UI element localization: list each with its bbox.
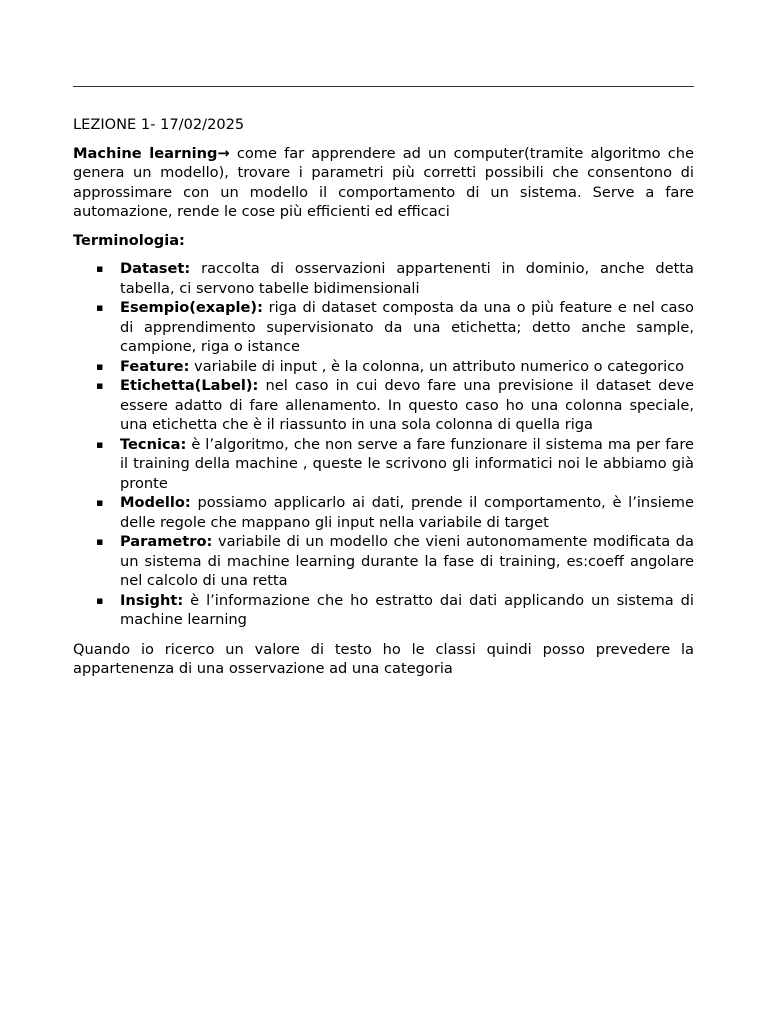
term-description: riga di dataset composta da una o più feature e nel caso di apprendimento supervisionato da una etichetta; detto anche sample, campione, riga o istance bbox=[120, 299, 694, 355]
term-description: variabile di input , è la colonna, un attributo numerico o categorico bbox=[189, 357, 685, 375]
arrow-icon: → bbox=[217, 144, 230, 162]
term-label: Dataset: bbox=[120, 260, 191, 277]
bullet-icon: ▪ bbox=[96, 535, 104, 548]
intro-paragraph bbox=[73, 144, 694, 222]
terminology-list bbox=[73, 259, 694, 630]
bullet-icon: ▪ bbox=[96, 301, 104, 314]
list-item bbox=[73, 532, 694, 591]
document-body bbox=[73, 115, 694, 679]
lesson-title: LEZIONE 1- 17/02/2025 bbox=[73, 116, 245, 133]
term-description: raccolta di osservazioni appartenenti in dominio, anche detta tabella, ci servono tabelle bidimensionali bbox=[120, 260, 694, 297]
term-description: possiamo applicarlo ai dati, prende il comportamento, è l’insieme delle regole che mappano gli input nella variabile di target bbox=[120, 494, 694, 531]
bullet-icon: ▪ bbox=[96, 437, 104, 451]
term-label: Insight: bbox=[120, 591, 184, 609]
list-item bbox=[73, 493, 694, 532]
header-rule bbox=[73, 86, 694, 87]
list-item bbox=[73, 259, 694, 298]
list-item bbox=[73, 298, 694, 357]
list-item bbox=[73, 357, 694, 377]
term-description: è l’algoritmo, che non serve a fare funzionare il sistema ma per fare il training della machine , queste le scrivono gli informatici noi le abbiamo già pronte bbox=[120, 435, 694, 492]
list-item bbox=[73, 376, 694, 435]
term-label: Etichetta(Label): bbox=[120, 377, 259, 394]
conclusion-paragraph: Quando io ricerco un valore di testo ho le classi quindi posso prevedere la appartenenza di una osservazione ad una categoria bbox=[73, 640, 694, 677]
term-description: variabile di un modello che vieni autonomamente modificata da un sistema di machine learning durante la fase di training, es:coeff angolare nel calcolo di una retta bbox=[120, 533, 694, 589]
intro-text: come far apprendere ad un computer(tramite algoritmo che genera un modello), trovare i parametri più corretti possibili che consentono di approssimare con un modello il comportamento di un sistema. Serve a fare automazione, rende le cose più efficienti ed efficaci bbox=[73, 144, 694, 220]
term-label: Feature: bbox=[120, 357, 190, 375]
terminology-title: Terminologia: bbox=[73, 231, 185, 249]
bullet-icon: ▪ bbox=[96, 262, 104, 275]
list-item bbox=[73, 591, 694, 630]
bullet-icon: ▪ bbox=[96, 359, 104, 373]
list-item bbox=[73, 435, 694, 494]
term-label: Tecnica: bbox=[120, 435, 187, 453]
bullet-icon: ▪ bbox=[96, 496, 104, 509]
term-label: Parametro: bbox=[120, 533, 213, 550]
term-label: Esempio(exaple): bbox=[120, 299, 263, 316]
term-label: Modello: bbox=[120, 494, 191, 511]
intro-term: Machine learning bbox=[73, 144, 218, 162]
bullet-icon: ▪ bbox=[96, 379, 104, 392]
bullet-icon: ▪ bbox=[96, 593, 104, 607]
term-description: nel caso in cui devo fare una previsione il dataset deve essere adatto di fare allenamento. In questo caso ho una colonna speciale, una etichetta che è il riassunto in una sola colonna di quella riga bbox=[120, 377, 694, 433]
term-description: è l’informazione che ho estratto dai dati applicando un sistema di machine learning bbox=[120, 591, 694, 628]
